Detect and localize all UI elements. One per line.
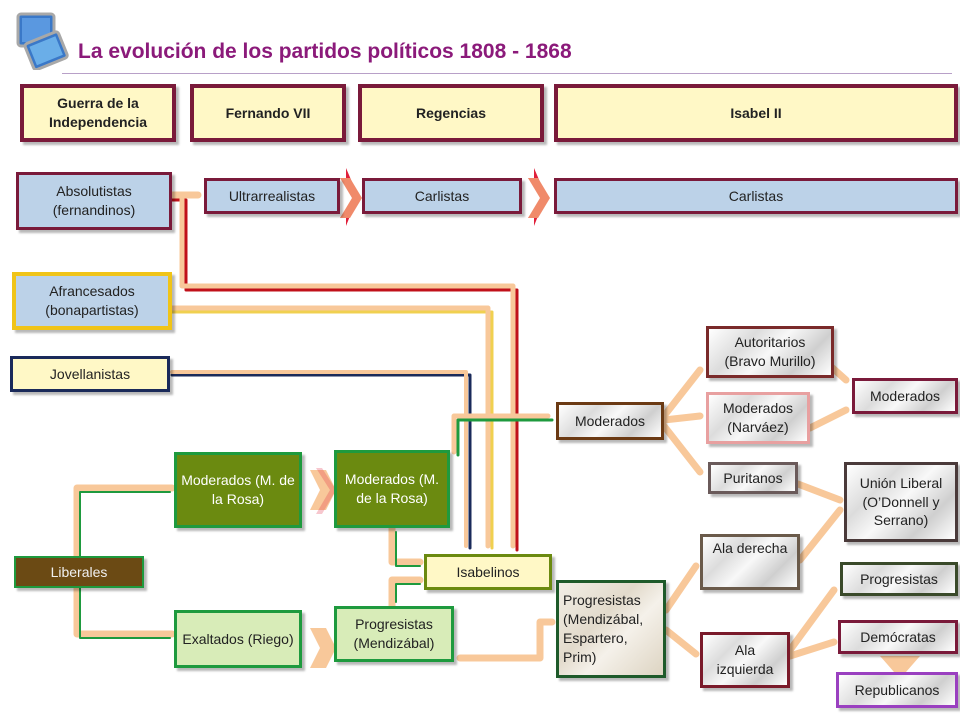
header-regencias: Regencias	[358, 84, 544, 142]
box-moderados-isabel: Moderados	[556, 402, 664, 440]
box-autoritarios: Autoritarios (Bravo Murillo)	[706, 326, 834, 378]
box-ala-izquierda: Ala izquierda	[700, 632, 790, 688]
box-democratas: Demócratas	[838, 620, 958, 654]
box-moderados-regencias: Moderados (M. de la Rosa)	[334, 450, 450, 528]
box-ultrarrealistas: Ultrarrealistas	[204, 178, 340, 214]
box-progresistas-isabel: Progresistas (Mendizábal, Espartero, Prim)	[556, 580, 666, 678]
box-liberales: Liberales	[14, 556, 144, 588]
box-carlistas-isabel: Carlistas	[554, 178, 958, 214]
box-exaltados: Exaltados (Riego)	[174, 610, 302, 668]
box-carlistas-regencias: Carlistas	[362, 178, 522, 214]
box-isabelinos: Isabelinos	[424, 554, 552, 590]
box-ala-derecha: Ala derecha	[700, 534, 800, 590]
box-afrancesados: Afrancesados (bonapartistas)	[12, 272, 172, 330]
box-progresistas-final: Progresistas	[840, 562, 958, 596]
box-moderados-fernando: Moderados (M. de la Rosa)	[174, 452, 302, 528]
header-fernando-vii: Fernando VII	[190, 84, 346, 142]
box-progresistas-regencias: Progresistas (Mendizábal)	[334, 606, 454, 662]
box-absolutistas: Absolutistas (fernandinos)	[16, 172, 172, 230]
box-union-liberal: Unión Liberal (O’Donnell y Serrano)	[844, 462, 958, 542]
box-moderados-final: Moderados	[852, 378, 958, 414]
box-moderados-narvaez: Moderados (Narváez)	[706, 392, 810, 444]
header-guerra-independencia: Guerra de la Independencia	[20, 84, 176, 142]
box-republicanos: Republicanos	[836, 672, 958, 708]
box-jovellanistas: Jovellanistas	[10, 356, 170, 392]
page-title: La evolución de los partidos políticos 1808 - 1868	[78, 40, 572, 63]
box-puritanos: Puritanos	[708, 462, 798, 494]
header-isabel-ii: Isabel II	[554, 84, 958, 142]
